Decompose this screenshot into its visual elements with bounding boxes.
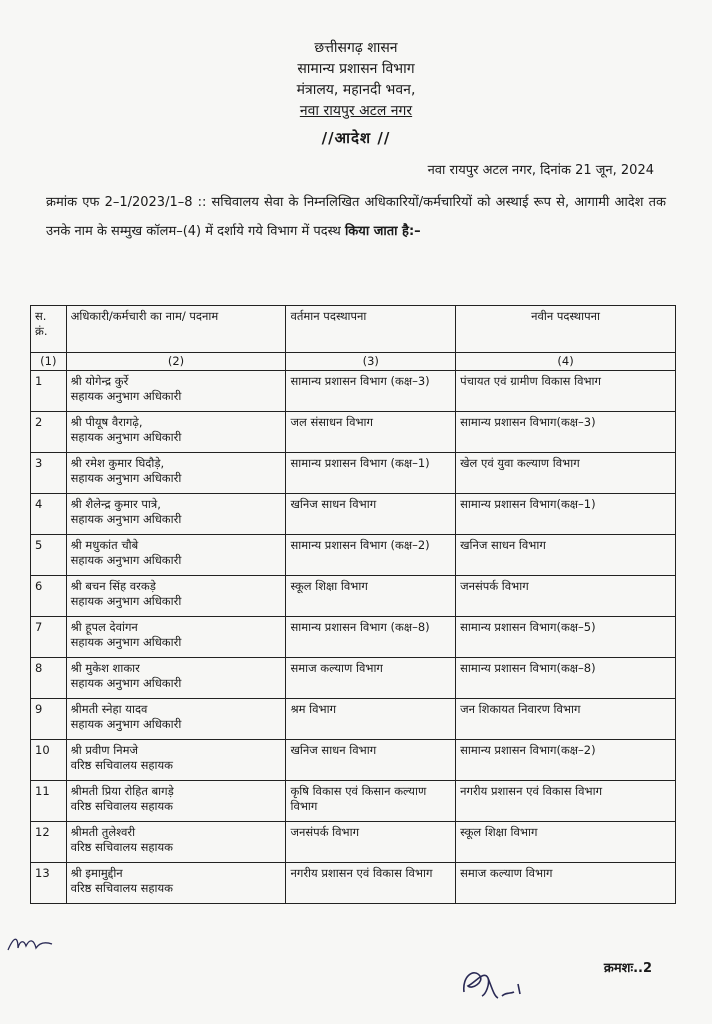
row-sn: 13: [31, 863, 67, 904]
row-current-posting: समाज कल्याण विभाग: [286, 658, 456, 699]
row-new-posting: जन शिकायत निवारण विभाग: [456, 699, 676, 740]
intro-bold-tail: किया जाता है:–: [344, 224, 421, 239]
table-row: [31, 412, 676, 453]
table-row: [31, 617, 676, 658]
row-officer: [66, 617, 286, 658]
office-building: मंत्रालय, महानदी भवन,: [296, 82, 416, 98]
row-current-posting: खनिज साधन विभाग: [286, 494, 456, 535]
officer-designation: सहायक अनुभाग अधिकारी: [70, 471, 182, 485]
row-sn: 9: [31, 699, 67, 740]
row-current-posting: जल संसाधन विभाग: [286, 412, 456, 453]
row-sn: 8: [31, 658, 67, 699]
row-current-posting: सामान्य प्रशासन विभाग (कक्ष–3): [286, 371, 456, 412]
row-new-posting: सामान्य प्रशासन विभाग(कक्ष–2): [456, 740, 676, 781]
header-sn: स. क्रं.: [31, 306, 67, 353]
row-officer: [66, 576, 286, 617]
row-officer: [66, 412, 286, 453]
table-row: [31, 740, 676, 781]
row-current-posting: श्रम विभाग: [286, 699, 456, 740]
row-sn: 11: [31, 781, 67, 822]
table-row: [31, 699, 676, 740]
officer-designation: वरिष्ठ सचिवालय सहायक: [70, 799, 174, 813]
place-date: नवा रायपुर अटल नगर, दिनांक 21 जून, 2024: [427, 163, 654, 178]
row-officer: [66, 740, 286, 781]
row-officer: [66, 699, 286, 740]
row-officer: [66, 863, 286, 904]
table-row: [31, 658, 676, 699]
table-row: [31, 453, 676, 494]
officer-name: श्री योगेन्द्र कुर्रे: [70, 374, 129, 388]
table-row: [31, 781, 676, 822]
table-row: [31, 822, 676, 863]
row-current-posting: नगरीय प्रशासन एवं विकास विभाग: [286, 863, 456, 904]
row-new-posting: सामान्य प्रशासन विभाग(कक्ष–3): [456, 412, 676, 453]
row-officer: [66, 453, 286, 494]
officer-name: श्री मधुकांत चौबे: [70, 538, 139, 552]
officer-designation: सहायक अनुभाग अधिकारी: [70, 389, 182, 403]
row-current-posting: सामान्य प्रशासन विभाग (कक्ष–1): [286, 453, 456, 494]
row-new-posting: स्कूल शिक्षा विभाग: [456, 822, 676, 863]
order-intro: [46, 188, 666, 246]
officer-signature: [458, 962, 528, 1006]
officer-designation: सहायक अनुभाग अधिकारी: [70, 512, 182, 526]
officer-name: श्री इमामुद्दीन: [70, 866, 123, 880]
row-sn: 10: [31, 740, 67, 781]
row-sn: 4: [31, 494, 67, 535]
row-current-posting: सामान्य प्रशासन विभाग (कक्ष–2): [286, 535, 456, 576]
officer-designation: सहायक अनुभाग अधिकारी: [70, 594, 182, 608]
letterhead: [0, 38, 712, 122]
table-row: [31, 576, 676, 617]
row-sn: 2: [31, 412, 67, 453]
row-officer: [66, 781, 286, 822]
row-sn: 3: [31, 453, 67, 494]
row-officer: [66, 658, 286, 699]
margin-initials-signature: [6, 930, 54, 956]
row-new-posting: समाज कल्याण विभाग: [456, 863, 676, 904]
header-name: अधिकारी/कर्मचारी का नाम/ पदनाम: [66, 306, 286, 353]
table-row: [31, 535, 676, 576]
intro-text: क्रमांक एफ 2–1/2023/1–8 :: सचिवालय सेवा के निम्नलिखित अधिकारियों/कर्मचारियों को अस्थाई रूप से, आगामी आदेश तक उनके नाम के सम्मुख कॉलम–(4) में दर्शाये गये विभाग में पदस्थ: [46, 195, 666, 239]
office-city: नवा रायपुर अटल नगर: [299, 103, 413, 119]
row-officer: [66, 822, 286, 863]
officer-designation: वरिष्ठ सचिवालय सहायक: [70, 758, 174, 772]
row-current-posting: जनसंपर्क विभाग: [286, 822, 456, 863]
row-new-posting: खेल एवं युवा कल्याण विभाग: [456, 453, 676, 494]
officer-designation: वरिष्ठ सचिवालय सहायक: [70, 840, 174, 854]
row-officer: [66, 494, 286, 535]
row-sn: 7: [31, 617, 67, 658]
postings-table: [30, 305, 676, 904]
govt-name: छत्तीसगढ़ शासन: [314, 40, 398, 56]
officer-designation: वरिष्ठ सचिवालय सहायक: [70, 881, 174, 895]
officer-designation: सहायक अनुभाग अधिकारी: [70, 553, 182, 567]
officer-designation: सहायक अनुभाग अधिकारी: [70, 430, 182, 444]
row-current-posting: खनिज साधन विभाग: [286, 740, 456, 781]
table-header-row: [31, 306, 676, 353]
row-sn: 1: [31, 371, 67, 412]
row-new-posting: पंचायत एवं ग्रामीण विकास विभाग: [456, 371, 676, 412]
department-name: सामान्य प्रशासन विभाग: [297, 61, 415, 77]
colnum-current: (3): [286, 353, 456, 371]
column-number-row: [31, 353, 676, 371]
officer-name: श्रीमती तुलेश्वरी: [70, 825, 136, 839]
row-current-posting: कृषि विकास एवं किसान कल्याण विभाग: [286, 781, 456, 822]
officer-name: श्री रमेश कुमार घिदौड़े,: [70, 456, 165, 470]
table-row: [31, 371, 676, 412]
officer-designation: सहायक अनुभाग अधिकारी: [70, 635, 182, 649]
colnum-new: (4): [456, 353, 676, 371]
header-new: नवीन पदस्थापना: [456, 306, 676, 353]
officer-name: श्री पीयूष वैरागढ़े,: [70, 415, 143, 429]
officer-name: श्री शैलेन्द्र कुमार पात्रे,: [70, 497, 161, 511]
officer-designation: सहायक अनुभाग अधिकारी: [70, 717, 182, 731]
officer-name: श्रीमती प्रिया रोहित बागड़े: [70, 784, 174, 798]
officer-name: श्री बचन सिंह वरकड़े: [70, 579, 156, 593]
officer-name: श्री मुकेश शाकार: [70, 661, 140, 675]
table-row: [31, 863, 676, 904]
officer-name: श्री प्रवीण निमजे: [70, 743, 139, 757]
row-new-posting: खनिज साधन विभाग: [456, 535, 676, 576]
row-officer: [66, 371, 286, 412]
row-new-posting: नगरीय प्रशासन एवं विकास विभाग: [456, 781, 676, 822]
table-row: [31, 494, 676, 535]
row-officer: [66, 535, 286, 576]
row-new-posting: सामान्य प्रशासन विभाग(कक्ष–5): [456, 617, 676, 658]
order-title: //आदेश //: [321, 129, 391, 147]
colnum-sn: (1): [31, 353, 67, 371]
officer-name: श्रीमती स्नेहा यादव: [70, 702, 148, 716]
row-sn: 12: [31, 822, 67, 863]
row-new-posting: सामान्य प्रशासन विभाग(कक्ष–8): [456, 658, 676, 699]
officer-designation: सहायक अनुभाग अधिकारी: [70, 676, 182, 690]
row-current-posting: स्कूल शिक्षा विभाग: [286, 576, 456, 617]
continued-marker: क्रमशः..2: [603, 961, 652, 976]
header-current: वर्तमान पदस्थापना: [286, 306, 456, 353]
row-current-posting: सामान्य प्रशासन विभाग (कक्ष–8): [286, 617, 456, 658]
row-sn: 5: [31, 535, 67, 576]
row-new-posting: सामान्य प्रशासन विभाग(कक्ष–1): [456, 494, 676, 535]
row-new-posting: जनसंपर्क विभाग: [456, 576, 676, 617]
row-sn: 6: [31, 576, 67, 617]
officer-name: श्री हूपल देवांगन: [70, 620, 138, 634]
colnum-name: (2): [66, 353, 286, 371]
